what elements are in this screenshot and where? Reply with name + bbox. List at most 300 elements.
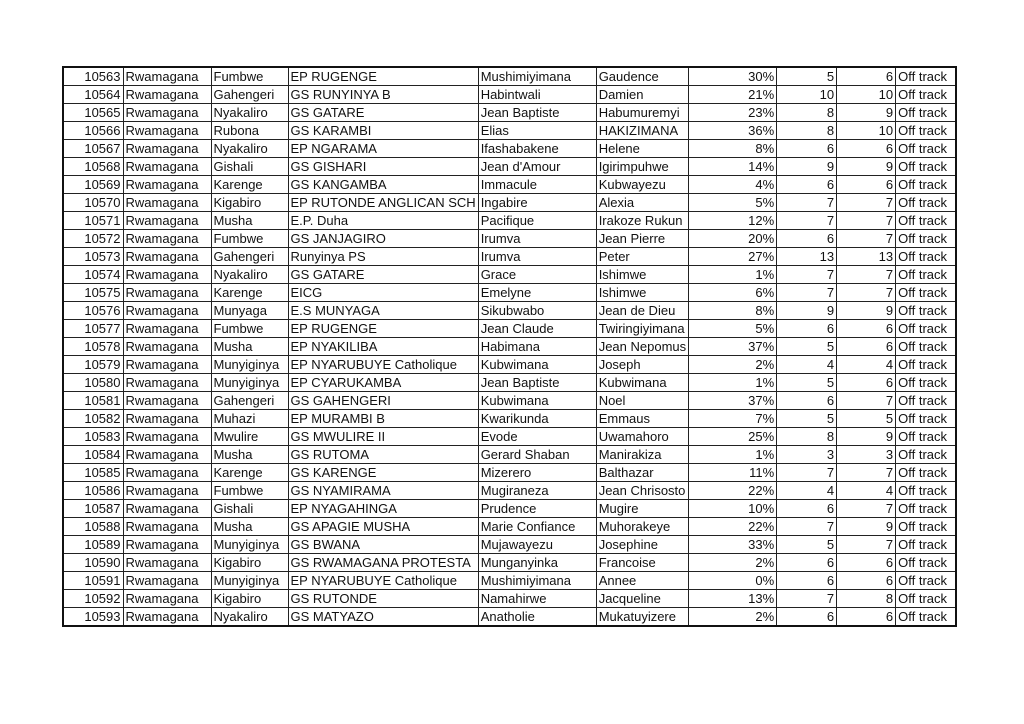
cell-surname[interactable]: Kubwimana xyxy=(478,392,596,410)
cell-school[interactable]: EP RUGENGE xyxy=(288,320,478,338)
cell-status[interactable]: Off track xyxy=(896,67,956,86)
cell-id[interactable]: 10571 xyxy=(63,212,123,230)
cell-sector[interactable]: Kigabiro xyxy=(211,554,288,572)
cell-sector[interactable]: Musha xyxy=(211,518,288,536)
cell-percent[interactable]: 33% xyxy=(689,536,777,554)
cell-percent[interactable]: 37% xyxy=(689,338,777,356)
cell-status[interactable]: Off track xyxy=(896,464,956,482)
cell-surname[interactable]: Grace xyxy=(478,266,596,284)
cell-status[interactable]: Off track xyxy=(896,608,956,627)
cell-id[interactable]: 10570 xyxy=(63,194,123,212)
cell-percent[interactable]: 10% xyxy=(689,500,777,518)
cell-sector[interactable]: Fumbwe xyxy=(211,320,288,338)
cell-score-a[interactable]: 6 xyxy=(777,320,837,338)
cell-score-a[interactable]: 3 xyxy=(777,446,837,464)
cell-district[interactable]: Rwamagana xyxy=(123,266,211,284)
cell-percent[interactable]: 23% xyxy=(689,104,777,122)
cell-score-a[interactable]: 5 xyxy=(777,374,837,392)
cell-school[interactable]: GS KANGAMBA xyxy=(288,176,478,194)
cell-surname[interactable]: Marie Confiance xyxy=(478,518,596,536)
cell-surname[interactable]: Pacifique xyxy=(478,212,596,230)
cell-score-a[interactable]: 8 xyxy=(777,104,837,122)
cell-percent[interactable]: 12% xyxy=(689,212,777,230)
cell-surname[interactable]: Jean Claude xyxy=(478,320,596,338)
cell-percent[interactable]: 0% xyxy=(689,572,777,590)
cell-score-b[interactable]: 9 xyxy=(837,428,896,446)
cell-first-name[interactable]: Manirakiza xyxy=(596,446,688,464)
cell-school[interactable]: GS GATARE xyxy=(288,104,478,122)
cell-surname[interactable]: Munganyinka xyxy=(478,554,596,572)
cell-percent[interactable]: 2% xyxy=(689,554,777,572)
cell-surname[interactable]: Jean d'Amour xyxy=(478,158,596,176)
cell-first-name[interactable]: Ishimwe xyxy=(596,266,688,284)
cell-status[interactable]: Off track xyxy=(896,554,956,572)
cell-first-name[interactable]: Kubwimana xyxy=(596,374,688,392)
cell-score-a[interactable]: 5 xyxy=(777,410,837,428)
cell-first-name[interactable]: Peter xyxy=(596,248,688,266)
cell-district[interactable]: Rwamagana xyxy=(123,248,211,266)
cell-score-b[interactable]: 4 xyxy=(837,356,896,374)
cell-school[interactable]: EP CYARUKAMBA xyxy=(288,374,478,392)
cell-percent[interactable]: 6% xyxy=(689,284,777,302)
cell-percent[interactable]: 5% xyxy=(689,320,777,338)
cell-district[interactable]: Rwamagana xyxy=(123,230,211,248)
cell-score-a[interactable]: 6 xyxy=(777,392,837,410)
cell-school[interactable]: GS MATYAZO xyxy=(288,608,478,627)
cell-surname[interactable]: Emelyne xyxy=(478,284,596,302)
cell-id[interactable]: 10578 xyxy=(63,338,123,356)
cell-district[interactable]: Rwamagana xyxy=(123,176,211,194)
cell-school[interactable]: GS APAGIE MUSHA xyxy=(288,518,478,536)
cell-district[interactable]: Rwamagana xyxy=(123,86,211,104)
cell-surname[interactable]: Evode xyxy=(478,428,596,446)
cell-id[interactable]: 10592 xyxy=(63,590,123,608)
cell-status[interactable]: Off track xyxy=(896,266,956,284)
cell-first-name[interactable]: Helene xyxy=(596,140,688,158)
cell-score-b[interactable]: 6 xyxy=(837,140,896,158)
cell-surname[interactable]: Kwarikunda xyxy=(478,410,596,428)
cell-score-a[interactable]: 9 xyxy=(777,302,837,320)
cell-surname[interactable]: Mizerero xyxy=(478,464,596,482)
cell-id[interactable]: 10591 xyxy=(63,572,123,590)
cell-status[interactable]: Off track xyxy=(896,590,956,608)
cell-score-a[interactable]: 7 xyxy=(777,518,837,536)
cell-id[interactable]: 10590 xyxy=(63,554,123,572)
cell-percent[interactable]: 22% xyxy=(689,518,777,536)
cell-percent[interactable]: 2% xyxy=(689,356,777,374)
cell-school[interactable]: EP RUGENGE xyxy=(288,67,478,86)
cell-id[interactable]: 10574 xyxy=(63,266,123,284)
cell-surname[interactable]: Mujawayezu xyxy=(478,536,596,554)
cell-surname[interactable]: Immacule xyxy=(478,176,596,194)
cell-id[interactable]: 10584 xyxy=(63,446,123,464)
cell-district[interactable]: Rwamagana xyxy=(123,320,211,338)
cell-score-b[interactable]: 13 xyxy=(837,248,896,266)
cell-first-name[interactable]: Twiringiyimana xyxy=(596,320,688,338)
cell-district[interactable]: Rwamagana xyxy=(123,500,211,518)
cell-percent[interactable]: 11% xyxy=(689,464,777,482)
cell-score-b[interactable]: 4 xyxy=(837,482,896,500)
cell-status[interactable]: Off track xyxy=(896,320,956,338)
cell-district[interactable]: Rwamagana xyxy=(123,158,211,176)
cell-school[interactable]: GS RUTONDE xyxy=(288,590,478,608)
cell-school[interactable]: EP NYAKILIBA xyxy=(288,338,478,356)
cell-id[interactable]: 10576 xyxy=(63,302,123,320)
cell-sector[interactable]: Musha xyxy=(211,338,288,356)
cell-first-name[interactable]: Annee xyxy=(596,572,688,590)
cell-district[interactable]: Rwamagana xyxy=(123,122,211,140)
cell-score-b[interactable]: 7 xyxy=(837,464,896,482)
cell-sector[interactable]: Karenge xyxy=(211,176,288,194)
cell-percent[interactable]: 1% xyxy=(689,446,777,464)
cell-score-a[interactable]: 6 xyxy=(777,176,837,194)
cell-sector[interactable]: Fumbwe xyxy=(211,230,288,248)
cell-percent[interactable]: 8% xyxy=(689,302,777,320)
cell-percent[interactable]: 22% xyxy=(689,482,777,500)
cell-score-b[interactable]: 7 xyxy=(837,266,896,284)
cell-status[interactable]: Off track xyxy=(896,122,956,140)
cell-sector[interactable]: Musha xyxy=(211,212,288,230)
cell-first-name[interactable]: Damien xyxy=(596,86,688,104)
cell-id[interactable]: 10573 xyxy=(63,248,123,266)
cell-score-b[interactable]: 9 xyxy=(837,104,896,122)
cell-score-a[interactable]: 5 xyxy=(777,338,837,356)
cell-first-name[interactable]: Josephine xyxy=(596,536,688,554)
cell-score-a[interactable]: 4 xyxy=(777,356,837,374)
cell-district[interactable]: Rwamagana xyxy=(123,302,211,320)
cell-score-a[interactable]: 6 xyxy=(777,230,837,248)
cell-district[interactable]: Rwamagana xyxy=(123,464,211,482)
cell-school[interactable]: GS KARENGE xyxy=(288,464,478,482)
cell-status[interactable]: Off track xyxy=(896,212,956,230)
cell-district[interactable]: Rwamagana xyxy=(123,140,211,158)
cell-status[interactable]: Off track xyxy=(896,86,956,104)
cell-surname[interactable]: Habimana xyxy=(478,338,596,356)
cell-first-name[interactable]: Alexia xyxy=(596,194,688,212)
cell-id[interactable]: 10583 xyxy=(63,428,123,446)
cell-id[interactable]: 10586 xyxy=(63,482,123,500)
cell-id[interactable]: 10569 xyxy=(63,176,123,194)
cell-school[interactable]: GS KARAMBI xyxy=(288,122,478,140)
cell-id[interactable]: 10593 xyxy=(63,608,123,627)
cell-school[interactable]: EP NYARUBUYE Catholique xyxy=(288,572,478,590)
cell-district[interactable]: Rwamagana xyxy=(123,428,211,446)
cell-status[interactable]: Off track xyxy=(896,572,956,590)
cell-id[interactable]: 10575 xyxy=(63,284,123,302)
cell-first-name[interactable]: Jean de Dieu xyxy=(596,302,688,320)
cell-score-b[interactable]: 6 xyxy=(837,320,896,338)
cell-first-name[interactable]: Emmaus xyxy=(596,410,688,428)
cell-first-name[interactable]: Habumuremyi xyxy=(596,104,688,122)
cell-score-b[interactable]: 7 xyxy=(837,212,896,230)
cell-sector[interactable]: Kigabiro xyxy=(211,590,288,608)
cell-percent[interactable]: 37% xyxy=(689,392,777,410)
cell-school[interactable]: EP MURAMBI B xyxy=(288,410,478,428)
cell-sector[interactable]: Mwulire xyxy=(211,428,288,446)
cell-first-name[interactable]: Mukatuyizere xyxy=(596,608,688,627)
cell-score-a[interactable]: 9 xyxy=(777,158,837,176)
cell-surname[interactable]: Ifashabakene xyxy=(478,140,596,158)
cell-school[interactable]: GS GATARE xyxy=(288,266,478,284)
cell-percent[interactable]: 30% xyxy=(689,67,777,86)
cell-id[interactable]: 10589 xyxy=(63,536,123,554)
cell-sector[interactable]: Karenge xyxy=(211,284,288,302)
cell-district[interactable]: Rwamagana xyxy=(123,338,211,356)
cell-surname[interactable]: Ingabire xyxy=(478,194,596,212)
cell-score-a[interactable]: 8 xyxy=(777,122,837,140)
cell-score-b[interactable]: 10 xyxy=(837,86,896,104)
cell-district[interactable]: Rwamagana xyxy=(123,554,211,572)
cell-surname[interactable]: Jean Baptiste xyxy=(478,104,596,122)
cell-sector[interactable]: Nyakaliro xyxy=(211,266,288,284)
cell-percent[interactable]: 4% xyxy=(689,176,777,194)
cell-percent[interactable]: 25% xyxy=(689,428,777,446)
cell-score-a[interactable]: 6 xyxy=(777,608,837,627)
cell-first-name[interactable]: Balthazar xyxy=(596,464,688,482)
cell-school[interactable]: E.S MUNYAGA xyxy=(288,302,478,320)
cell-sector[interactable]: Gahengeri xyxy=(211,392,288,410)
cell-district[interactable]: Rwamagana xyxy=(123,536,211,554)
cell-school[interactable]: GS RUTOMA xyxy=(288,446,478,464)
cell-id[interactable]: 10579 xyxy=(63,356,123,374)
cell-school[interactable]: GS RUNYINYA B xyxy=(288,86,478,104)
cell-id[interactable]: 10587 xyxy=(63,500,123,518)
cell-sector[interactable]: Munyiginya xyxy=(211,374,288,392)
cell-score-b[interactable]: 6 xyxy=(837,554,896,572)
cell-first-name[interactable]: Igirimpuhwe xyxy=(596,158,688,176)
cell-sector[interactable]: Munyiginya xyxy=(211,356,288,374)
cell-score-a[interactable]: 6 xyxy=(777,140,837,158)
cell-sector[interactable]: Nyakaliro xyxy=(211,140,288,158)
cell-first-name[interactable]: Francoise xyxy=(596,554,688,572)
cell-surname[interactable]: Habintwali xyxy=(478,86,596,104)
cell-score-b[interactable]: 6 xyxy=(837,374,896,392)
cell-score-a[interactable]: 10 xyxy=(777,86,837,104)
cell-district[interactable]: Rwamagana xyxy=(123,446,211,464)
cell-score-b[interactable]: 10 xyxy=(837,122,896,140)
cell-id[interactable]: 10565 xyxy=(63,104,123,122)
cell-school[interactable]: GS BWANA xyxy=(288,536,478,554)
cell-percent[interactable]: 1% xyxy=(689,266,777,284)
cell-id[interactable]: 10580 xyxy=(63,374,123,392)
cell-school[interactable]: E.P. Duha xyxy=(288,212,478,230)
cell-score-a[interactable]: 6 xyxy=(777,500,837,518)
cell-district[interactable]: Rwamagana xyxy=(123,590,211,608)
cell-first-name[interactable]: Kubwayezu xyxy=(596,176,688,194)
cell-status[interactable]: Off track xyxy=(896,374,956,392)
cell-status[interactable]: Off track xyxy=(896,140,956,158)
cell-id[interactable]: 10567 xyxy=(63,140,123,158)
cell-sector[interactable]: Gahengeri xyxy=(211,248,288,266)
cell-id[interactable]: 10581 xyxy=(63,392,123,410)
cell-first-name[interactable]: Uwamahoro xyxy=(596,428,688,446)
cell-first-name[interactable]: Muhorakeye xyxy=(596,518,688,536)
cell-id[interactable]: 10564 xyxy=(63,86,123,104)
cell-score-b[interactable]: 6 xyxy=(837,338,896,356)
cell-district[interactable]: Rwamagana xyxy=(123,284,211,302)
cell-percent[interactable]: 14% xyxy=(689,158,777,176)
cell-score-a[interactable]: 7 xyxy=(777,266,837,284)
cell-district[interactable]: Rwamagana xyxy=(123,194,211,212)
cell-status[interactable]: Off track xyxy=(896,356,956,374)
cell-sector[interactable]: Gishali xyxy=(211,500,288,518)
cell-percent[interactable]: 8% xyxy=(689,140,777,158)
cell-id[interactable]: 10566 xyxy=(63,122,123,140)
cell-score-a[interactable]: 7 xyxy=(777,590,837,608)
cell-district[interactable]: Rwamagana xyxy=(123,608,211,627)
cell-school[interactable]: EP RUTONDE ANGLICAN SCH xyxy=(288,194,478,212)
cell-sector[interactable]: Gishali xyxy=(211,158,288,176)
cell-score-b[interactable]: 8 xyxy=(837,590,896,608)
cell-score-b[interactable]: 7 xyxy=(837,194,896,212)
cell-status[interactable]: Off track xyxy=(896,338,956,356)
cell-sector[interactable]: Munyiginya xyxy=(211,536,288,554)
cell-sector[interactable]: Fumbwe xyxy=(211,482,288,500)
cell-sector[interactable]: Rubona xyxy=(211,122,288,140)
cell-district[interactable]: Rwamagana xyxy=(123,212,211,230)
cell-school[interactable]: GS NYAMIRAMA xyxy=(288,482,478,500)
cell-score-b[interactable]: 3 xyxy=(837,446,896,464)
cell-score-a[interactable]: 6 xyxy=(777,554,837,572)
cell-percent[interactable]: 21% xyxy=(689,86,777,104)
cell-surname[interactable]: Jean Baptiste xyxy=(478,374,596,392)
cell-sector[interactable]: Nyakaliro xyxy=(211,608,288,627)
cell-first-name[interactable]: Jean Nepomus xyxy=(596,338,688,356)
cell-score-b[interactable]: 9 xyxy=(837,518,896,536)
cell-score-a[interactable]: 7 xyxy=(777,212,837,230)
cell-district[interactable]: Rwamagana xyxy=(123,67,211,86)
cell-percent[interactable]: 27% xyxy=(689,248,777,266)
cell-first-name[interactable]: Gaudence xyxy=(596,67,688,86)
cell-surname[interactable]: Mushimiyimana xyxy=(478,572,596,590)
cell-id[interactable]: 10577 xyxy=(63,320,123,338)
cell-status[interactable]: Off track xyxy=(896,284,956,302)
cell-district[interactable]: Rwamagana xyxy=(123,374,211,392)
cell-score-a[interactable]: 8 xyxy=(777,428,837,446)
cell-first-name[interactable]: Jacqueline xyxy=(596,590,688,608)
cell-sector[interactable]: Kigabiro xyxy=(211,194,288,212)
cell-surname[interactable]: Gerard Shaban xyxy=(478,446,596,464)
cell-sector[interactable]: Munyaga xyxy=(211,302,288,320)
cell-school[interactable]: EP NYAGAHINGA xyxy=(288,500,478,518)
cell-district[interactable]: Rwamagana xyxy=(123,410,211,428)
cell-surname[interactable]: Elias xyxy=(478,122,596,140)
cell-id[interactable]: 10582 xyxy=(63,410,123,428)
cell-sector[interactable]: Munyiginya xyxy=(211,572,288,590)
cell-score-b[interactable]: 6 xyxy=(837,67,896,86)
cell-district[interactable]: Rwamagana xyxy=(123,482,211,500)
cell-percent[interactable]: 36% xyxy=(689,122,777,140)
cell-percent[interactable]: 1% xyxy=(689,374,777,392)
cell-id[interactable]: 10563 xyxy=(63,67,123,86)
cell-score-b[interactable]: 7 xyxy=(837,536,896,554)
cell-score-b[interactable]: 9 xyxy=(837,302,896,320)
cell-school[interactable]: EICG xyxy=(288,284,478,302)
cell-score-b[interactable]: 6 xyxy=(837,572,896,590)
cell-first-name[interactable]: Mugire xyxy=(596,500,688,518)
cell-status[interactable]: Off track xyxy=(896,446,956,464)
cell-school[interactable]: EP NYARUBUYE Catholique xyxy=(288,356,478,374)
cell-surname[interactable]: Prudence xyxy=(478,500,596,518)
cell-score-a[interactable]: 7 xyxy=(777,194,837,212)
cell-surname[interactable]: Irumva xyxy=(478,230,596,248)
cell-score-b[interactable]: 7 xyxy=(837,230,896,248)
cell-district[interactable]: Rwamagana xyxy=(123,392,211,410)
cell-sector[interactable]: Gahengeri xyxy=(211,86,288,104)
cell-district[interactable]: Rwamagana xyxy=(123,104,211,122)
cell-id[interactable]: 10585 xyxy=(63,464,123,482)
cell-school[interactable]: GS MWULIRE II xyxy=(288,428,478,446)
cell-surname[interactable]: Mugiraneza xyxy=(478,482,596,500)
cell-percent[interactable]: 13% xyxy=(689,590,777,608)
cell-status[interactable]: Off track xyxy=(896,536,956,554)
cell-status[interactable]: Off track xyxy=(896,518,956,536)
cell-percent[interactable]: 5% xyxy=(689,194,777,212)
cell-school[interactable]: GS RWAMAGANA PROTESTA xyxy=(288,554,478,572)
cell-score-b[interactable]: 9 xyxy=(837,158,896,176)
cell-sector[interactable]: Musha xyxy=(211,446,288,464)
cell-status[interactable]: Off track xyxy=(896,194,956,212)
cell-score-a[interactable]: 5 xyxy=(777,536,837,554)
cell-school[interactable]: Runyinya PS xyxy=(288,248,478,266)
cell-score-b[interactable]: 6 xyxy=(837,608,896,627)
cell-school[interactable]: GS GAHENGERI xyxy=(288,392,478,410)
cell-status[interactable]: Off track xyxy=(896,500,956,518)
cell-school[interactable]: GS GISHARI xyxy=(288,158,478,176)
cell-district[interactable]: Rwamagana xyxy=(123,572,211,590)
cell-school[interactable]: EP NGARAMA xyxy=(288,140,478,158)
cell-school[interactable]: GS JANJAGIRO xyxy=(288,230,478,248)
cell-surname[interactable]: Sikubwabo xyxy=(478,302,596,320)
cell-first-name[interactable]: Jean Pierre xyxy=(596,230,688,248)
cell-sector[interactable]: Karenge xyxy=(211,464,288,482)
cell-percent[interactable]: 7% xyxy=(689,410,777,428)
cell-status[interactable]: Off track xyxy=(896,482,956,500)
cell-score-a[interactable]: 4 xyxy=(777,482,837,500)
cell-score-b[interactable]: 7 xyxy=(837,500,896,518)
cell-score-a[interactable]: 13 xyxy=(777,248,837,266)
cell-id[interactable]: 10572 xyxy=(63,230,123,248)
cell-score-b[interactable]: 6 xyxy=(837,176,896,194)
cell-status[interactable]: Off track xyxy=(896,248,956,266)
cell-surname[interactable]: Kubwimana xyxy=(478,356,596,374)
cell-first-name[interactable]: Noel xyxy=(596,392,688,410)
cell-surname[interactable]: Namahirwe xyxy=(478,590,596,608)
cell-first-name[interactable]: HAKIZIMANA xyxy=(596,122,688,140)
cell-first-name[interactable]: Joseph xyxy=(596,356,688,374)
cell-surname[interactable]: Mushimiyimana xyxy=(478,67,596,86)
cell-status[interactable]: Off track xyxy=(896,302,956,320)
cell-percent[interactable]: 20% xyxy=(689,230,777,248)
cell-id[interactable]: 10568 xyxy=(63,158,123,176)
cell-sector[interactable]: Fumbwe xyxy=(211,67,288,86)
cell-id[interactable]: 10588 xyxy=(63,518,123,536)
cell-score-b[interactable]: 7 xyxy=(837,392,896,410)
cell-first-name[interactable]: Ishimwe xyxy=(596,284,688,302)
cell-score-b[interactable]: 7 xyxy=(837,284,896,302)
cell-score-a[interactable]: 6 xyxy=(777,572,837,590)
cell-first-name[interactable]: Jean Chrisosto xyxy=(596,482,688,500)
cell-status[interactable]: Off track xyxy=(896,392,956,410)
cell-sector[interactable]: Nyakaliro xyxy=(211,104,288,122)
cell-surname[interactable]: Anatholie xyxy=(478,608,596,627)
cell-percent[interactable]: 2% xyxy=(689,608,777,627)
cell-sector[interactable]: Muhazi xyxy=(211,410,288,428)
cell-score-b[interactable]: 5 xyxy=(837,410,896,428)
cell-status[interactable]: Off track xyxy=(896,176,956,194)
cell-status[interactable]: Off track xyxy=(896,428,956,446)
cell-status[interactable]: Off track xyxy=(896,230,956,248)
